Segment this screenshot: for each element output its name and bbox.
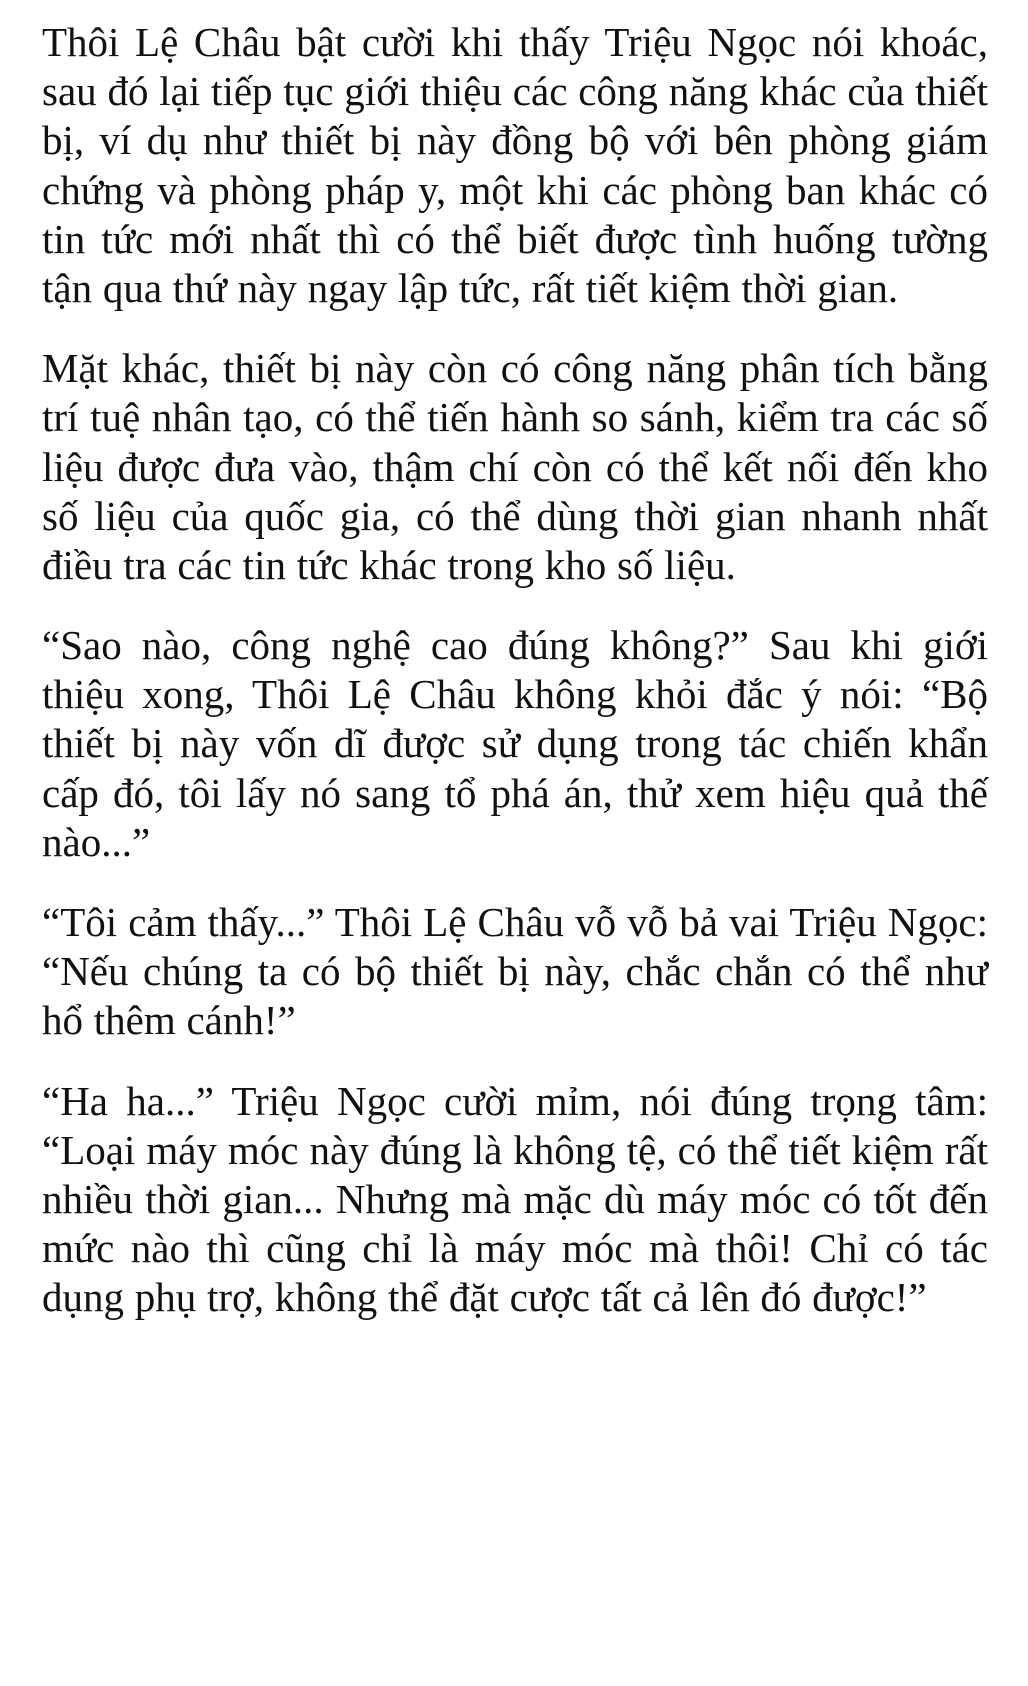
paragraph-5: “Ha ha...” Triệu Ngọc cười mỉm, nói đúng trọng tâm: “Loại máy móc này đúng là không tệ, có thể tiết kiệm rất nhiều thời gian... Nhưng mà mặc dù máy móc có tốt đến mức nào thì cũng chỉ là máy móc mà thôi! Chỉ có tác dụng phụ trợ, không thể đặt cược tất cả lên đó được!” bbox=[42, 1077, 988, 1321]
paragraph-4: “Tôi cảm thấy...” Thôi Lệ Châu vỗ vỗ bả vai Triệu Ngọc: “Nếu chúng ta có bộ thiết bị này, chắc chắn có thể như hổ thêm cánh!” bbox=[42, 899, 988, 1044]
paragraph-1: Thôi Lệ Châu bật cười khi thấy Triệu Ngọc nói khoác, sau đó lại tiếp tục giới thiệu các công năng khác của thiết bị, ví dụ như thiết bị này đồng bộ với bên phòng giám chứng và phòng pháp y, một khi các phòng ban khác có tin tức mới nhất thì có thể biết được tình huống tường tận qua thứ này ngay lập tức, rất tiết kiệm thời gian. bbox=[42, 19, 988, 311]
paragraph-3: “Sao nào, công nghệ cao đúng không?” Sau khi giới thiệu xong, Thôi Lệ Châu không khỏi đắc ý nói: “Bộ thiết bị này vốn dĩ được sử dụng trong tác chiến khẩn cấp đó, tôi lấy nó sang tổ phá án, thử xem hiệu quả thế nào...” bbox=[42, 622, 988, 865]
paragraph-2: Mặt khác, thiết bị này còn có công năng phân tích bằng trí tuệ nhân tạo, có thể tiến hành so sánh, kiểm tra các số liệu được đưa vào, thậm chí còn có thể kết nối đến kho số liệu của quốc gia, có thể dùng thời gian nhanh nhất điều tra các tin tức khác trong kho số liệu. bbox=[42, 345, 988, 588]
